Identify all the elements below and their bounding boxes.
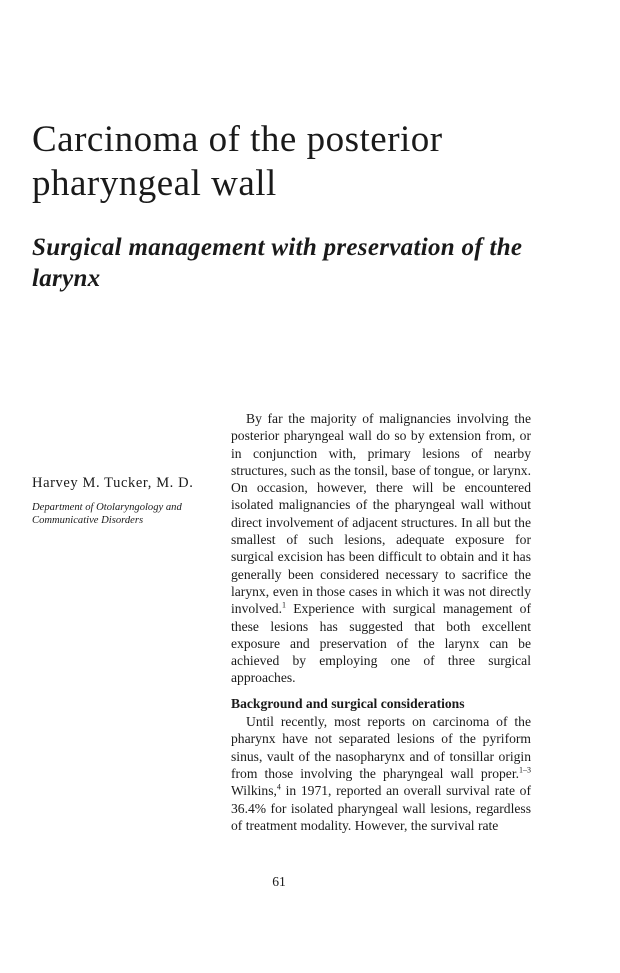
bg-text-a: Until recently, most reports on carcinoma of the pharynx have not separated lesions of the pyriform sinus, vault of the nasopharynx and of tonsillar origin from those involving the pharyngeal wall proper. [231, 714, 531, 781]
author-affiliation [32, 501, 222, 527]
background-paragraph [231, 713, 531, 834]
body-column [231, 410, 531, 834]
citation-ref-4: 4 [276, 782, 281, 792]
bg-text-b: Wilkins, [231, 783, 277, 799]
section-heading: Background and surgical considerations [231, 695, 465, 711]
intro-paragraph [231, 410, 531, 687]
intro-text-a: By far the majority of malignancies involving the posterior pharyngeal wall do so by extension from, or in conjunction with, primary lesions of nearby structures, such as the tonsil, base of tongue, or larynx. On occasion, however, there will be encountered isolated malignancies of the pharyngeal wall without direct involvement of adjacent structures. In all but the smallest of such lesions, adequate exposure for surgical excision has been difficult to obtain and it has generally been considered necessary to sacrifice the larynx, even in those cases in which it was not directly involved. [231, 411, 531, 617]
intro-text-b: Experience with surgical management of these lesions has suggested that both excellent exposure and preservation of the larynx can be achieved by employing one of three surgical approaches. [231, 601, 531, 686]
bg-text-c: in 1971, reported an overall survival rate of 36.4% for isolated pharyngeal wall lesions, regardless of treatment modality. However, the survival rate [231, 783, 531, 833]
page-number: 61 [272, 874, 286, 889]
author-name: Harvey M. Tucker, M. D. [32, 475, 194, 491]
article-title: Carcinoma of the posterior pharyngeal wall [32, 119, 443, 204]
author-block [32, 474, 222, 527]
citation-ref-1: 1 [281, 600, 286, 610]
affiliation-line-2: Communicative Disorders [32, 515, 144, 526]
article-subtitle: Surgical management with preservation of the larynx [32, 234, 523, 292]
citation-ref-1-3: 1–3 [519, 765, 531, 775]
affiliation-line-1: Department of Otolaryngology and [32, 502, 182, 513]
